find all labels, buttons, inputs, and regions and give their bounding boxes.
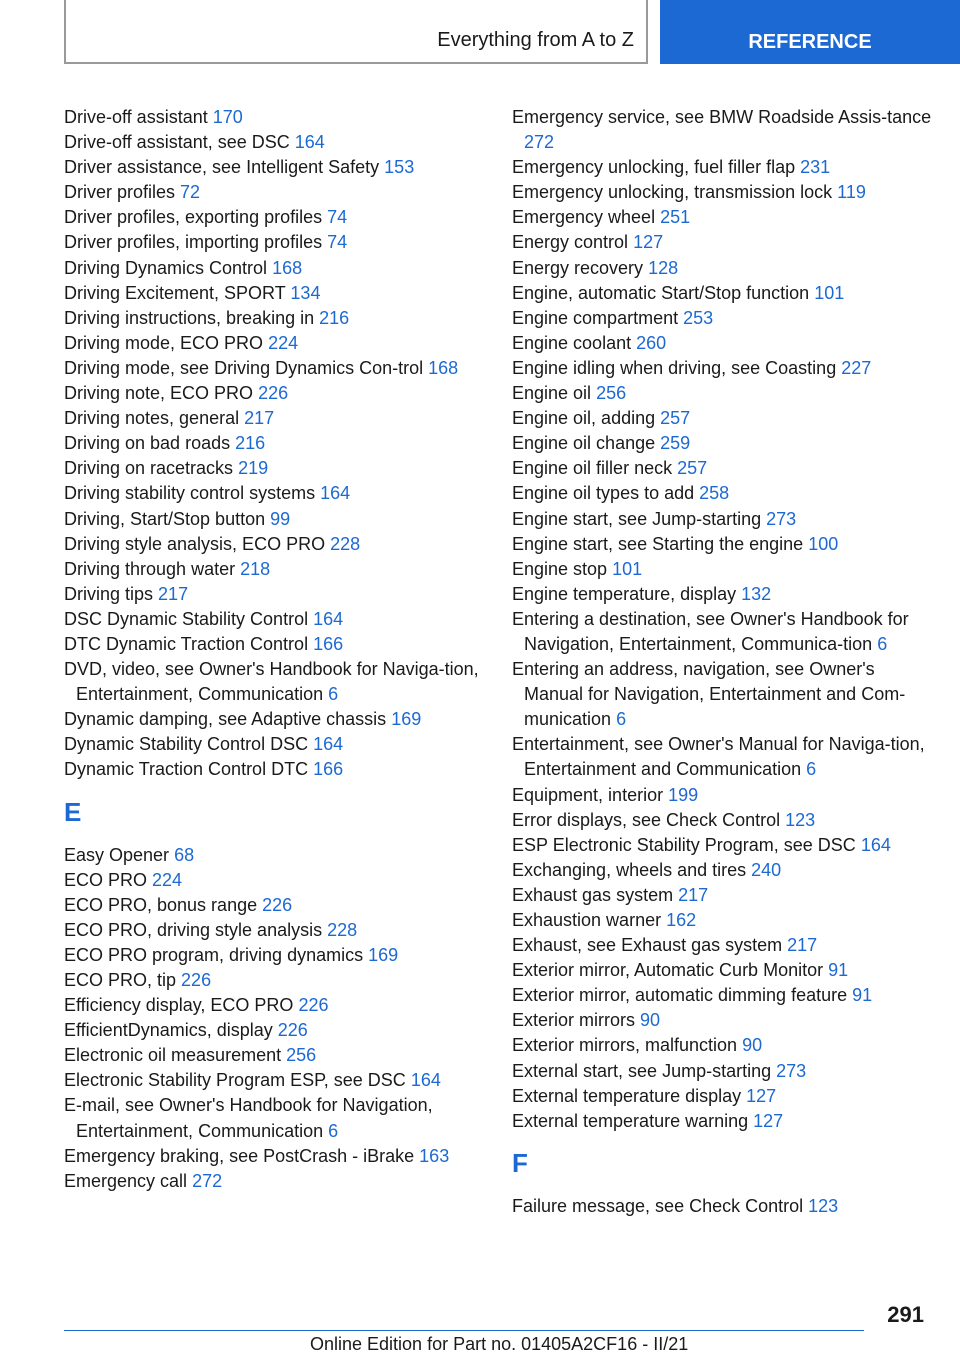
index-entry <box>512 808 932 833</box>
index-entry <box>512 783 932 808</box>
index-entry-text: DVD, video, see Owner's Handbook for Naviga‐tion, Entertainment, Communication <box>64 659 479 705</box>
index-entry-text: Engine coolant <box>512 332 632 353</box>
page-reference-link[interactable]: 72 <box>180 182 201 203</box>
index-entry-text: Driver assistance, see Intelligent Safety <box>64 157 380 178</box>
page-reference-link[interactable]: 164 <box>410 1070 441 1091</box>
index-entry-text: Drive-off assistant <box>64 107 208 127</box>
index-entry <box>64 331 484 356</box>
index-entry-text: Engine temperature, display <box>512 583 737 604</box>
index-entry <box>512 657 932 732</box>
page-reference-link[interactable]: 272 <box>192 1170 223 1191</box>
index-entry-text: Error displays, see Check Control <box>512 809 781 830</box>
page-reference-link[interactable]: 257 <box>660 408 691 429</box>
index-entry-text: Engine idling when driving, see Coasting <box>512 357 837 378</box>
page-reference-link[interactable]: 127 <box>633 232 664 253</box>
page-reference-link[interactable]: 260 <box>636 332 667 353</box>
header-frame <box>64 0 648 64</box>
index-entry-text: Driving on racetracks <box>64 458 234 479</box>
page-reference-link[interactable]: 217 <box>787 935 818 956</box>
index-entry <box>64 155 484 180</box>
index-entry <box>64 868 484 893</box>
index-entry <box>512 883 932 908</box>
section-letter: E <box>64 796 82 827</box>
page-reference-link[interactable]: 226 <box>181 970 212 990</box>
page-reference-link[interactable]: 164 <box>294 132 325 153</box>
index-entry <box>512 456 932 481</box>
index-entry <box>512 1109 932 1134</box>
index-entry <box>512 155 932 180</box>
page-reference-link[interactable]: 91 <box>852 985 873 1006</box>
section-letter: F <box>512 1147 528 1178</box>
index-entry-text: Emergency wheel <box>512 207 656 228</box>
page-reference-link[interactable]: 224 <box>268 332 299 353</box>
index-entry <box>64 281 484 306</box>
index-entry-text: Driving notes, general <box>64 408 240 429</box>
index-entry <box>64 431 484 456</box>
index-entry <box>64 256 484 281</box>
page-reference-link[interactable]: 123 <box>785 809 816 830</box>
index-entry-text: External temperature display <box>512 1085 742 1106</box>
index-entry <box>512 732 932 782</box>
index-entry <box>512 256 932 281</box>
page-reference-link[interactable]: 259 <box>660 433 691 454</box>
index-entry-text: Emergency braking, see PostCrash - iBrake <box>64 1145 415 1166</box>
index-entry <box>64 1093 484 1143</box>
page-reference-link[interactable]: 240 <box>751 859 782 880</box>
index-entry <box>64 632 484 657</box>
page-reference-link[interactable]: 119 <box>837 182 866 203</box>
index-entry-text: Driving, Start/Stop button <box>64 508 266 529</box>
index-entry-text: Entertainment, see Owner's Manual for Naviga‐tion, Entertainment and Communication <box>512 734 925 780</box>
page-reference-link[interactable]: 218 <box>240 558 271 579</box>
page-reference-link[interactable]: 91 <box>828 960 849 981</box>
page-reference-link[interactable]: 164 <box>860 834 891 855</box>
index-entry-text: Exhaust gas system <box>512 884 674 905</box>
page-reference-link[interactable]: 216 <box>319 307 350 328</box>
index-entry-text: ECO PRO <box>64 869 148 890</box>
index-entry <box>512 431 932 456</box>
page-reference-link[interactable]: 217 <box>678 884 709 905</box>
index-entry-text: Driving on bad roads <box>64 433 231 454</box>
page-reference-link[interactable]: 90 <box>640 1010 661 1031</box>
index-entry-text: Exhaustion warner <box>512 910 662 930</box>
page-reference-link[interactable]: 68 <box>174 844 195 865</box>
index-entry <box>512 983 932 1008</box>
page-reference-link[interactable]: 199 <box>668 784 699 805</box>
page-reference-link[interactable]: 257 <box>677 458 708 479</box>
page-number: 291 <box>887 1302 924 1327</box>
index-entry-text: Exterior mirror, Automatic Curb Monitor <box>512 960 824 981</box>
page-reference-link[interactable]: 273 <box>776 1060 807 1081</box>
index-entry-text: Engine stop <box>512 558 608 579</box>
index-entry-text: Failure message, see Check Control <box>512 1195 804 1216</box>
page-reference-link[interactable]: 169 <box>391 709 422 730</box>
page-reference-link[interactable]: 163 <box>419 1145 450 1166</box>
index-entry-text: Engine oil <box>512 383 592 404</box>
index-entry-text: Engine start, see Jump-starting <box>512 508 762 529</box>
page-reference-link[interactable]: 228 <box>327 919 358 940</box>
page-reference-link[interactable]: 166 <box>313 759 344 780</box>
index-entry-text: DSC Dynamic Stability Control <box>64 608 309 629</box>
page-reference-link[interactable]: 251 <box>660 207 691 228</box>
index-entry-text: ECO PRO program, driving dynamics <box>64 944 364 965</box>
index-entry-text: Emergency call <box>64 1170 188 1191</box>
index-entry <box>64 456 484 481</box>
index-entry-text: Emergency service, see BMW Roadside Assis‐tance <box>512 107 932 127</box>
index-entry <box>512 281 932 306</box>
page-reference-link[interactable]: 6 <box>616 709 627 730</box>
index-entry <box>64 130 484 155</box>
index-entry <box>512 1194 932 1219</box>
index-entry <box>64 306 484 331</box>
page-reference-link[interactable]: 123 <box>808 1195 839 1216</box>
page-reference-link[interactable]: 256 <box>286 1045 317 1066</box>
index-entry-text: Driving mode, ECO PRO <box>64 332 264 353</box>
index-entry-text: ECO PRO, driving style analysis <box>64 919 323 940</box>
page-reference-link[interactable]: 74 <box>327 232 348 253</box>
page-reference-link[interactable]: 168 <box>272 257 303 278</box>
index-entry <box>512 406 932 431</box>
index-entry <box>512 958 932 983</box>
page-reference-link[interactable]: 216 <box>235 433 266 454</box>
header-title: Everything from A to Z <box>437 29 634 51</box>
page-reference-link[interactable]: 226 <box>277 1020 308 1041</box>
page-reference-link[interactable]: 258 <box>699 483 730 504</box>
index-entry <box>64 843 484 868</box>
page-reference-link[interactable]: 6 <box>328 684 339 705</box>
page-reference-link[interactable]: 224 <box>152 869 183 890</box>
index-entry <box>512 331 932 356</box>
index-entry <box>64 356 484 381</box>
page-reference-link[interactable]: 134 <box>290 282 321 303</box>
footer-divider <box>64 1330 864 1331</box>
page-reference-link[interactable]: 132 <box>741 583 772 604</box>
index-entry-text: Driver profiles, importing profiles <box>64 232 323 253</box>
index-entry-text: ECO PRO, tip <box>64 970 177 990</box>
index-entry <box>64 230 484 255</box>
page-reference-link[interactable]: 226 <box>262 894 293 915</box>
page-reference-link[interactable]: 128 <box>648 257 679 278</box>
index-entry-text: Exterior mirrors <box>512 1010 636 1031</box>
index-column-right <box>512 105 932 1219</box>
index-entry <box>64 968 484 993</box>
page-reference-link[interactable]: 217 <box>244 408 275 429</box>
index-entry-text: Engine oil change <box>512 433 656 454</box>
index-entry <box>64 893 484 918</box>
index-entry <box>512 481 932 506</box>
index-entry-text: Exchanging, wheels and tires <box>512 859 747 880</box>
page-reference-link[interactable]: 217 <box>158 583 189 604</box>
index-entry-text: Entering a destination, see Owner's Handbook for Navigation, Entertainment, Communica‐tion <box>512 608 909 654</box>
page-reference-link[interactable]: 6 <box>806 759 817 780</box>
index-entry <box>64 993 484 1018</box>
index-entry <box>512 230 932 255</box>
index-entry-text: Driving tips <box>64 583 154 604</box>
index-entry <box>512 582 932 607</box>
index-entry <box>512 381 932 406</box>
index-entry-text: Emergency unlocking, fuel filler flap <box>512 157 796 178</box>
page-reference-link[interactable]: 164 <box>313 608 344 629</box>
index-column-left <box>64 105 484 1194</box>
index-entry-text: Driving Dynamics Control <box>64 257 268 278</box>
index-entry <box>64 1144 484 1169</box>
index-entry <box>64 180 484 205</box>
index-entry-text: Efficiency display, ECO PRO <box>64 995 294 1016</box>
page-reference-link[interactable]: 256 <box>596 383 627 404</box>
index-entry-text: Driving Excitement, SPORT <box>64 282 286 303</box>
index-entry-text: Easy Opener <box>64 844 170 865</box>
page-reference-link[interactable]: 226 <box>258 383 289 404</box>
index-entry <box>64 105 484 130</box>
index-entry-text: Driver profiles <box>64 182 176 203</box>
index-entry-text: Exterior mirror, automatic dimming feature <box>512 985 848 1006</box>
index-entry <box>64 205 484 230</box>
page-reference-link[interactable]: 162 <box>666 910 697 930</box>
index-entry <box>512 105 932 155</box>
index-entry-text: DTC Dynamic Traction Control <box>64 633 309 654</box>
index-entry-text: Engine oil types to add <box>512 483 695 504</box>
index-entry <box>64 1068 484 1093</box>
index-entry-text: Dynamic Traction Control DTC <box>64 759 309 780</box>
index-entry-text: ECO PRO, bonus range <box>64 894 258 915</box>
index-entry <box>64 582 484 607</box>
page-reference-link[interactable]: 74 <box>327 207 348 228</box>
index-entry-text: ESP Electronic Stability Program, see DSC <box>512 834 856 855</box>
index-entry <box>512 1033 932 1058</box>
index-entry-text: Engine start, see Starting the engine <box>512 533 804 554</box>
index-entry-text: EfficientDynamics, display <box>64 1020 273 1041</box>
index-entry <box>64 607 484 632</box>
page-reference-link[interactable]: 228 <box>330 533 361 554</box>
index-entry <box>64 943 484 968</box>
index-entry <box>512 908 932 933</box>
page-reference-link[interactable]: 164 <box>320 483 351 504</box>
index-entry <box>512 205 932 230</box>
index-entry-text: Engine, automatic Start/Stop function <box>512 282 810 303</box>
index-entry <box>512 180 932 205</box>
index-entry-text: Energy control <box>512 232 629 253</box>
page-reference-link[interactable]: 170 <box>212 107 243 127</box>
page-reference-link[interactable]: 227 <box>841 357 872 378</box>
index-entry-text: Engine compartment <box>512 307 679 328</box>
index-entry <box>512 607 932 657</box>
index-entry-text: Exterior mirrors, malfunction <box>512 1035 738 1056</box>
index-entry-text: Engine oil, adding <box>512 408 656 429</box>
index-entry <box>512 1084 932 1109</box>
index-entry <box>512 557 932 582</box>
page-reference-link[interactable]: 90 <box>742 1035 763 1056</box>
index-entry-text: Drive-off assistant, see DSC <box>64 132 290 153</box>
page-reference-link[interactable]: 127 <box>753 1110 784 1131</box>
index-entry-text: Dynamic damping, see Adaptive chassis <box>64 709 387 730</box>
index-entry-text: Equipment, interior <box>512 784 664 805</box>
page-reference-link[interactable]: 168 <box>428 357 459 378</box>
index-entry <box>512 833 932 858</box>
index-entry <box>64 757 484 782</box>
index-entry-text: Electronic oil measurement <box>64 1045 282 1066</box>
index-entry-text: E-mail, see Owner's Handbook for Navigation, Entertainment, Communication <box>64 1095 433 1141</box>
index-entry-text: Driving style analysis, ECO PRO <box>64 533 326 554</box>
index-entry-text: Dynamic Stability Control DSC <box>64 734 309 755</box>
page-reference-link[interactable]: 127 <box>746 1085 777 1106</box>
page-reference-link[interactable]: 272 <box>524 132 555 153</box>
page-reference-link[interactable]: 253 <box>683 307 714 328</box>
index-entry <box>64 406 484 431</box>
index-entry <box>512 507 932 532</box>
reference-tab <box>660 0 960 64</box>
index-entry <box>512 1059 932 1084</box>
page-reference-link[interactable]: 273 <box>766 508 797 529</box>
page-reference-link[interactable]: 219 <box>238 458 269 479</box>
index-entry <box>64 381 484 406</box>
index-entry-text: Exhaust, see Exhaust gas system <box>512 935 783 956</box>
page-reference-link[interactable]: 169 <box>368 944 399 965</box>
page-reference-link[interactable]: 6 <box>877 633 888 654</box>
page-reference-link[interactable]: 226 <box>298 995 329 1016</box>
page-reference-link[interactable]: 231 <box>800 157 831 178</box>
index-entry <box>64 918 484 943</box>
index-entry-text: Electronic Stability Program ESP, see DSC <box>64 1070 406 1091</box>
index-entry-text: Driving instructions, breaking in <box>64 307 315 328</box>
index-entry <box>64 707 484 732</box>
page-reference-link[interactable]: 99 <box>270 508 291 529</box>
index-entry <box>512 532 932 557</box>
index-entry-text: Driving mode, see Driving Dynamics Con‐trol <box>64 357 424 378</box>
index-entry-text: Driving note, ECO PRO <box>64 383 254 404</box>
index-entry-text: Emergency unlocking, transmission lock <box>512 182 833 203</box>
index-entry-text: Driver profiles, exporting profiles <box>64 207 323 228</box>
page-reference-link[interactable]: 101 <box>612 558 643 579</box>
index-entry-text: External start, see Jump-starting <box>512 1060 772 1081</box>
index-entry <box>64 1018 484 1043</box>
index-entry-text: Driving stability control systems <box>64 483 316 504</box>
index-entry <box>64 1169 484 1194</box>
index-entry <box>64 732 484 757</box>
index-entry <box>64 557 484 582</box>
footer-edition: Online Edition for Part no. 01405A2CF16 - II/21 <box>310 1334 689 1354</box>
index-entry <box>512 933 932 958</box>
index-entry-text: Engine oil filler neck <box>512 458 673 479</box>
index-entry <box>64 1043 484 1068</box>
index-entry <box>512 1008 932 1033</box>
reference-tab-label: REFERENCE <box>748 31 872 53</box>
page-reference-link[interactable]: 153 <box>384 157 415 178</box>
index-entry <box>512 306 932 331</box>
index-entry <box>64 507 484 532</box>
index-entry-text: Entering an address, navigation, see Owner's Manual for Navigation, Entertainment and Com‐munication <box>512 659 906 730</box>
page-reference-link[interactable]: 101 <box>814 282 845 303</box>
index-entry <box>64 657 484 707</box>
page-reference-link[interactable]: 6 <box>328 1120 339 1141</box>
index-entry-text: External temperature warning <box>512 1110 749 1131</box>
index-entry-text: Energy recovery <box>512 257 644 278</box>
index-entry <box>64 532 484 557</box>
page-reference-link[interactable]: 100 <box>808 533 839 554</box>
index-entry-text: Driving through water <box>64 558 236 579</box>
index-entry <box>512 356 932 381</box>
page-reference-link[interactable]: 166 <box>313 633 344 654</box>
index-entry <box>64 481 484 506</box>
index-entry <box>512 858 932 883</box>
page-reference-link[interactable]: 164 <box>313 734 344 755</box>
